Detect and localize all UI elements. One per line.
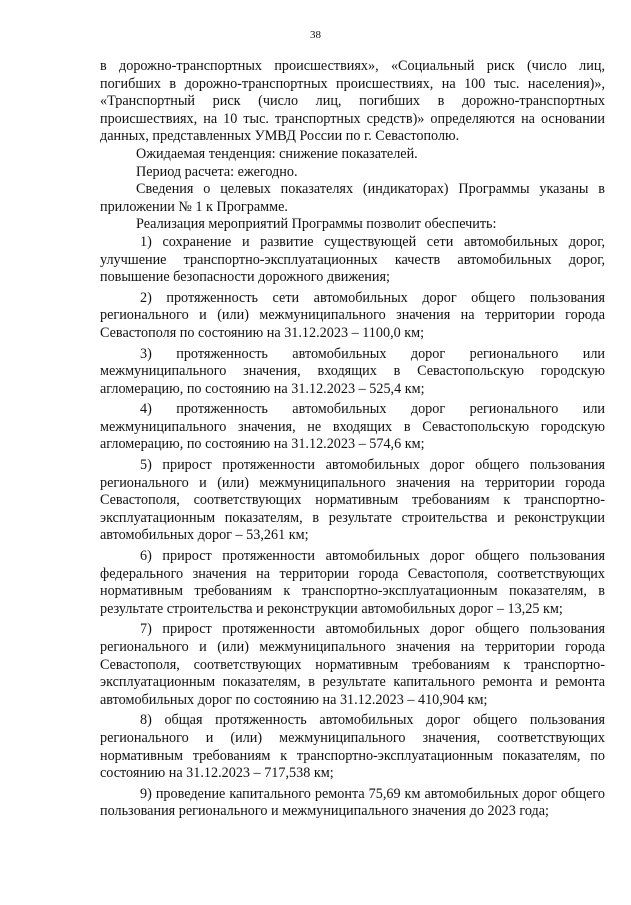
page-number: 38 [310, 29, 321, 41]
list-item-outcome-4: 4) протяженность автомобильных дорог регионального или межмуниципального значения, не входящих в Севастопольскую городскую агломерацию, по состоянию на 31.12.2023 – 574,6 км; [100, 401, 605, 453]
list-item-outcome-7: 7) прирост протяженности автомобильных дорог общего пользования регионального и (или) межмуниципального значения на территории города Севастополя, соответствующих нормативным требованиям к транспортно-эксплуатационным показателям, в результате капитального ремонта и ремонта автомобильных дорог по состоянию на 31.12.2023 – 410,904 км; [100, 621, 605, 708]
paragraph-program-outcomes-intro: Реализация мероприятий Программы позволит обеспечить: [136, 216, 497, 233]
list-item-outcome-2: 2) протяженность сети автомобильных дорог общего пользования регионального и (или) межмуниципального значения на территории города Севастополя по состоянию на 31.12.2023 – 1100,0 км; [100, 289, 605, 341]
list-item-outcome-1: 1) сохранение и развитие существующей сети автомобильных дорог, улучшение транспортно-эксплуатационных качеств автомобильных дорог, повышение безопасности дорожного движения; [100, 233, 605, 286]
paragraph-risk-indicators-source: в дорожно-транспортных происшествиях», «Социальный риск (число лиц, погибших в дорожно-транспортных происшествиях, на 100 тыс. населения)», «Транспортный риск (число лиц, погибших в дорожно-транспортных происшествиях, на 10 тыс. транспортных средств)» определяются на основании данных, представленных УМВД России по г. Севастополю. [100, 58, 605, 145]
paragraph-calculation-period: Период расчета: ежегодно. [136, 163, 298, 180]
list-item-outcome-3: 3) протяженность автомобильных дорог регионального или межмуниципального значения, входящих в Севастопольскую городскую агломерацию, по состоянию на 31.12.2023 – 525,4 км; [100, 345, 605, 397]
paragraph-expected-trend: Ожидаемая тенденция: снижение показателей. [136, 145, 418, 162]
list-item-outcome-6: 6) прирост протяженности автомобильных дорог общего пользования федерального значения на территории города Севастополя, соответствующих нормативным требованиям к транспортно-эксплуатационным показателям, в результате строительства и реконструкции автомобильных дорог – 13,25 км; [100, 548, 605, 617]
list-item-outcome-9: 9) проведение капитального ремонта 75,69 км автомобильных дорог общего пользования регионального и межмуниципального значения до 2023 года; [100, 785, 605, 820]
list-item-outcome-8: 8) общая протяженность автомобильных дорог общего пользования регионального и (или) межмуниципального значения, соответствующих нормативным требованиям к транспортно-эксплуатационным показателям, по состоянию на 31.12.2023 – 717,538 км; [100, 712, 605, 782]
list-item-outcome-5: 5) прирост протяженности автомобильных дорог общего пользования регионального и (или) межмуниципального значения на территории города Севастополя, соответствующих нормативным требованиям к транспортно-эксплуатационным показателям, в результате строительства и реконструкции автомобильных дорог – 53,261 км; [100, 457, 605, 544]
document-body [100, 58, 605, 821]
paragraph-target-indicators-reference: Сведения о целевых показателях (индикаторах) Программы указаны в приложении № 1 к Программе. [100, 181, 605, 215]
